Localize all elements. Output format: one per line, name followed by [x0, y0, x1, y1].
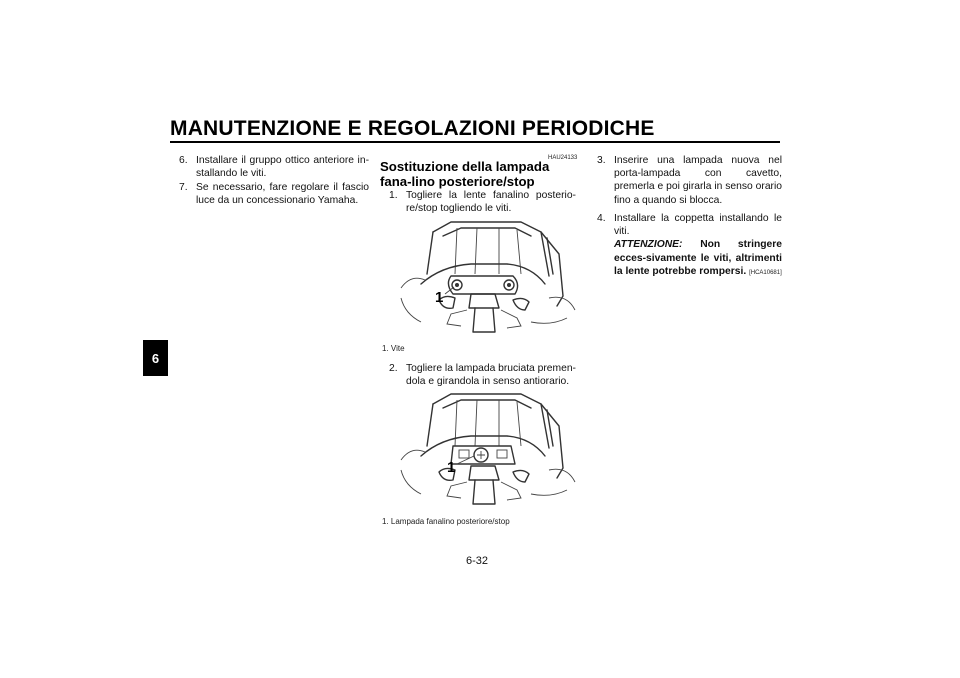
left-step-7 — [179, 181, 369, 207]
step-number: 4. — [597, 213, 606, 224]
section-code: HAU24133 — [548, 155, 578, 161]
figure-caption: 1. Lampada fanalino posteriore/stop — [382, 517, 510, 526]
step-number: 1. — [389, 190, 398, 201]
step-number: 6. — [179, 155, 188, 166]
step-text: Togliere la lampada bruciata premen-dola e girandola in senso antiorario. — [406, 363, 576, 388]
step-text — [614, 212, 782, 280]
figure-caption: 1. Vite — [382, 344, 405, 353]
figure-tail-light-lens — [381, 214, 577, 344]
middle-step-1 — [389, 189, 576, 215]
step-text: Installare il gruppo ottico anteriore in-stallando le viti. — [196, 155, 369, 180]
step-text: Togliere la lente fanalino posterio-re/stop togliendo le viti. — [406, 190, 576, 215]
tail-light-lens-illustration — [381, 214, 577, 344]
warning-text: Non stringere ecces-sivamente le viti, altrimenti la lente potrebbe rompersi. — [614, 239, 782, 277]
left-step-6 — [179, 154, 369, 180]
step-number: 7. — [179, 182, 188, 193]
middle-step-2 — [389, 362, 576, 388]
page-title: MANUTENZIONE E REGOLAZIONI PERIODICHE — [170, 117, 655, 140]
step-number: 3. — [597, 155, 606, 166]
warning-label: ATTENZIONE: — [614, 239, 683, 251]
warning-code: [HCA10681] — [749, 269, 782, 276]
callout-number: 1 — [435, 289, 444, 306]
step-text: Se necessario, fare regolare il fascio luce da un concessionario Yamaha. — [196, 182, 369, 207]
tail-light-bulb-illustration — [381, 386, 577, 516]
right-step-3 — [597, 154, 782, 207]
header-divider — [170, 141, 780, 143]
step-number: 2. — [389, 363, 398, 374]
callout-number: 1 — [447, 459, 456, 476]
figure-tail-light-bulb — [381, 386, 577, 516]
right-step-4 — [597, 212, 782, 280]
step-instruction: Installare la coppetta installando le viti. — [614, 213, 782, 238]
section-title: Sostituzione della lampada fana-lino posteriore/stop — [380, 159, 550, 189]
chapter-tab[interactable]: 6 — [143, 340, 168, 376]
page-number: 6-32 — [466, 555, 489, 567]
step-text: Inserire una lampada nuova nel porta-lampada con cavetto, premerla e poi girarla in senso orario fino a quando si blocca. — [614, 155, 782, 206]
